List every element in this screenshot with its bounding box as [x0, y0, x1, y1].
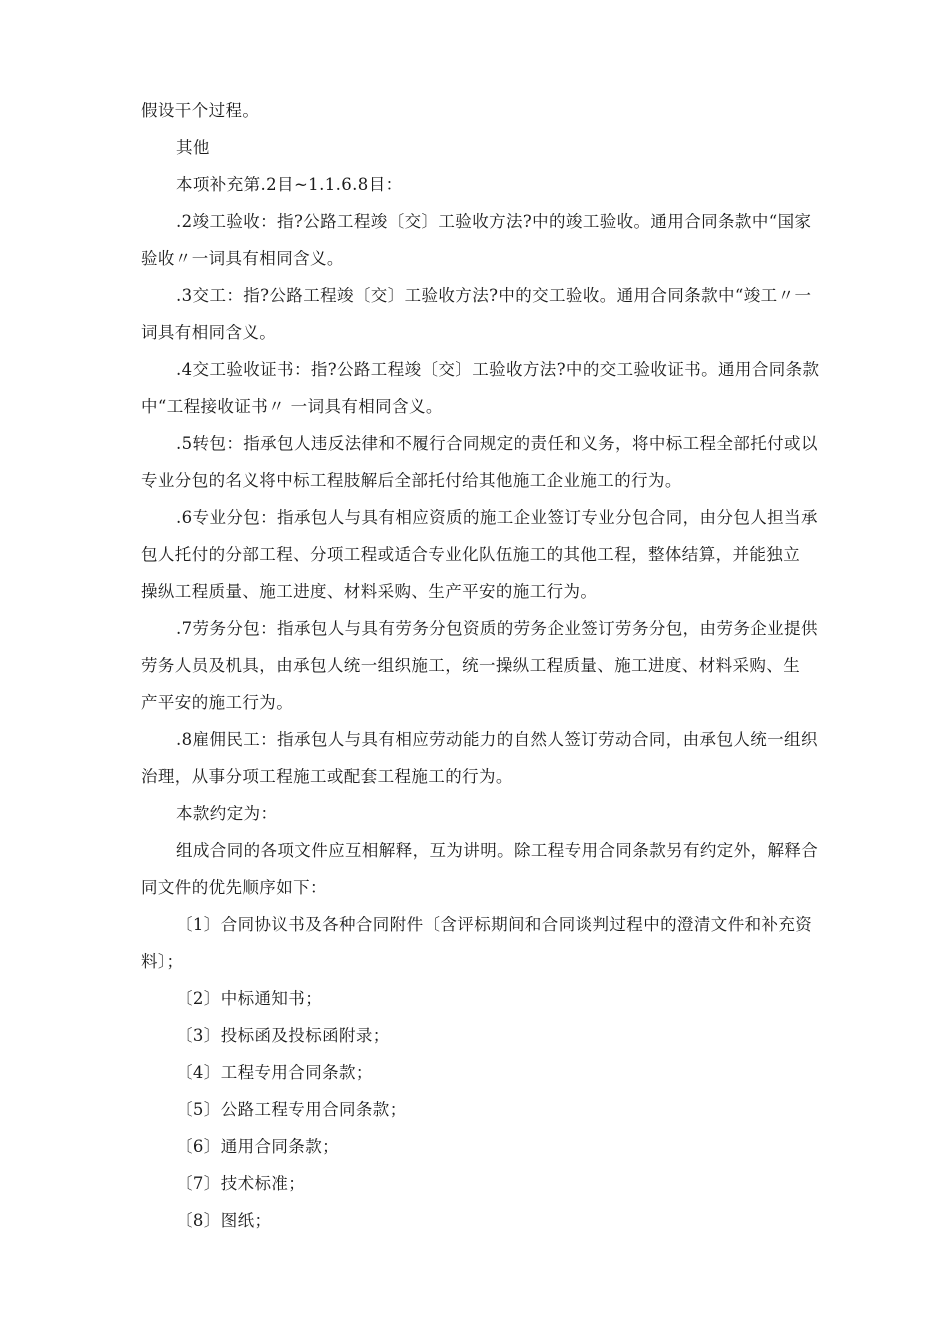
- paragraph: .8雇佣民工：指承包人与具有相应劳动能力的自然人签订劳动合同，由承包人统一组织治理，从事分项工程施工或配套工程施工的行为。: [141, 730, 818, 786]
- paragraph: .6专业分包：指承包人与具有相应资质的施工企业签订专业分包合同，由分包人担当承包人托付的分部工程、分项工程或适合专业化队伍施工的其他工程，整体结算，并能独立 操纵工程质量、施工进度、材料采购、生产平安的施工行为。: [141, 508, 818, 601]
- paragraph: 〔8〕图纸；: [176, 1211, 272, 1230]
- paragraph: 组成合同的各项文件应互相解释，互为讲明。除工程专用合同条款另有约定外，解释合 同文件的优先顺序如下：: [141, 841, 819, 897]
- paragraph: 〔6〕通用合同条款；: [176, 1137, 339, 1156]
- paragraph: 〔5〕公路工程专用合同条款；: [176, 1100, 407, 1119]
- paragraph: .7劳务分包：指承包人与具有劳务分包资质的劳务企业签订劳务分包，由劳务企业提供劳务人员及机具，由承包人统一组织施工，统一操纵工程质量、施工进度、材料采购、生 产平安的施工行为。: [141, 619, 818, 712]
- paragraph: 本款约定为：: [176, 804, 278, 823]
- paragraph: 〔3〕投标函及投标函附录；: [176, 1026, 390, 1045]
- paragraph: 〔4〕工程专用合同条款；: [176, 1063, 373, 1082]
- paragraph: 〔2〕中标通知书；: [176, 989, 323, 1008]
- paragraph: 其他: [176, 138, 210, 157]
- paragraph: 〔7〕技术标准；: [176, 1174, 306, 1193]
- paragraph: .5转包：指承包人违反法律和不履行合同规定的责任和义务，将中标工程全部托付或以专业分包的名义将中标工程肢解后全部托付给其他施工企业施工的行为。: [141, 434, 818, 490]
- paragraph: .3交工：指?公路工程竣〔交〕工验收方法?中的交工验收。通用合同条款中“竣工〃一词具有相同含义。: [141, 286, 812, 342]
- paragraph: 〔1〕合同协议书及各种合同附件〔含评标期间和合同谈判过程中的澄清文件和补充资料〕；: [141, 915, 813, 971]
- paragraph: .4交工验收证书：指?公路工程竣〔交〕工验收方法?中的交工验收证书。通用合同条款中“工程接收证书〃 一词具有相同含义。: [141, 360, 820, 416]
- paragraph: 假设干个过程。: [141, 101, 260, 120]
- document-body: [141, 92, 821, 1239]
- paragraph: .2竣工验收：指?公路工程竣〔交〕工验收方法?中的竣工验收。通用合同条款中“国家验收〃一词具有相同含义。: [141, 212, 812, 268]
- paragraph: 本项补充第.2目~1.1.6.8目：: [176, 175, 403, 194]
